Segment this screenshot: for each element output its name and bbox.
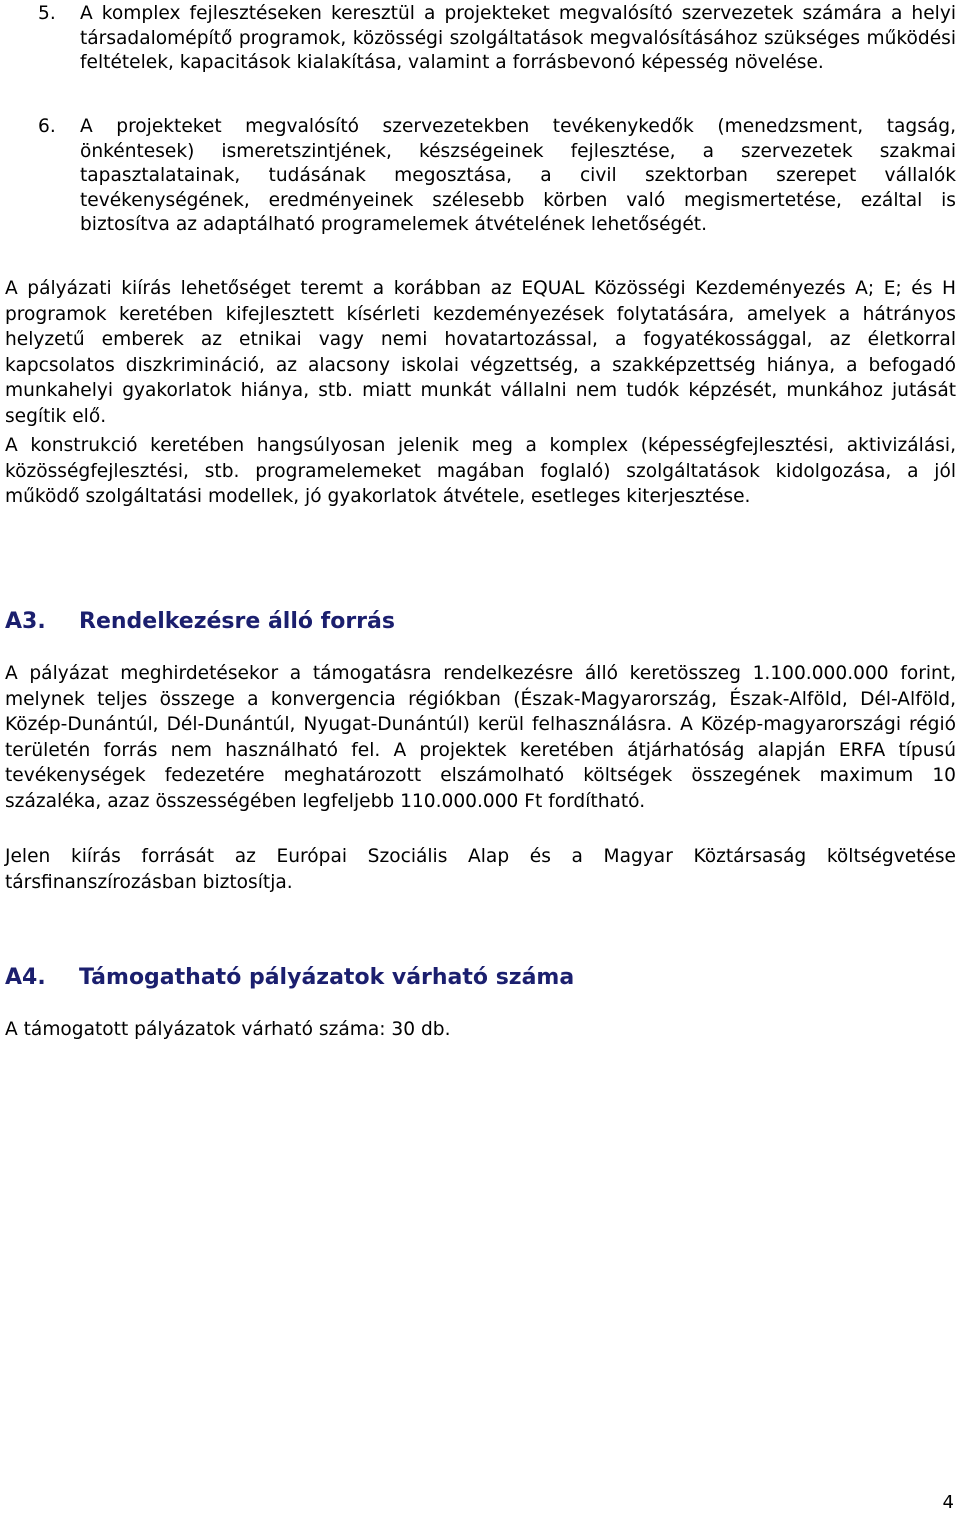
list-item-text: A komplex fejlesztéseken keresztül a projekteket megvalósító szervezetek számára a helyi társadalomépítő programok, közösségi szolgáltatások megvalósításához szükséges működési feltételek, kapacitások kialakítása, valamint a forrásbevonó képesség növelése. (80, 3, 956, 73)
page-number: 4 (942, 1492, 954, 1513)
list-item-number: 5. (38, 3, 56, 24)
section-number: A4. (5, 965, 46, 990)
list-item-number: 6. (38, 116, 56, 137)
list-item-text: A projekteket megvalósító szervezetekben tevékenykedők (menedzsment, tagság, önkéntesek) ismeretszintjének, készségeinek fejlesztése, a szervezetek szakmai tapasztalatainak, tudásának megosztása, a civil szektorban szerepet vállalók tevékenységének, eredményeinek szélesebb körben való megismertetése, ezáltal is biztosítva az adaptálható programelemek átvételének lehetőségét. (80, 116, 956, 235)
section-title: Rendelkezésre álló forrás (79, 609, 395, 634)
paragraph-equal: A pályázati kiírás lehetőséget teremt a korábban az EQUAL Közösségi Kezdeményezés A; E; és H programok keretében kifejlesztett kísérleti kezdeményezések folytatására, amelyek a hátrányos helyzetű emberek az etnikai vagy nemi hovatartozással, a fogyatékossággal, az életkorral kapcsolatos diszkrimináció, az alacsony iskolai végzettség, a szakképzettség hiánya, a befogadó munkahelyi gyakorlatok hiánya, stb. miatt munkát vállalni nem tudók képzését, munkához jutását segítik elő. (5, 278, 956, 427)
list-item-6 (38, 115, 956, 238)
list-item-5 (38, 2, 956, 76)
paragraph-finanszirozas: Jelen kiírás forrását az Európai Szociális Alap és a Magyar Köztársaság költségvetése társfinanszírozásban biztosítja. (5, 846, 956, 893)
section-number: A3. (5, 609, 46, 634)
paragraph-palyazatok-szama: A támogatott pályázatok várható száma: 30 db. (5, 1019, 451, 1040)
paragraph-konstrukcio: A konstrukció keretében hangsúlyosan jelenik meg a komplex (képességfejlesztési, aktivizálási, közösségfejlesztési, stb. programelemeket magában foglaló) szolgáltatások kidolgozása, a jól működő szolgáltatási modellek, jó gyakorlatok átvétele, esetleges kiterjesztése. (5, 435, 956, 507)
section-title: Támogatható pályázatok várható száma (79, 965, 575, 990)
paragraph-forras: A pályázat meghirdetésekor a támogatásra rendelkezésre álló keretösszeg 1.100.000.000 forint, melynek teljes összege a konvergencia régiókban (Észak-Magyarország, Észak-Alföld, Dél-Alföld, Közép-Dunántúl, Dél-Dunántúl, Nyugat-Dunántúl) kerül felhasználásra. A Közép-magyarországi régió területén forrás nem használható fel. A projektek keretében átjárhatóság alapján ERFA típusú tevékenységek fedezetére meghatározott elszámolható költségek összegének maximum 10 százaléka, azaz összességében legfeljebb 110.000.000 Ft fordítható. (5, 663, 956, 812)
